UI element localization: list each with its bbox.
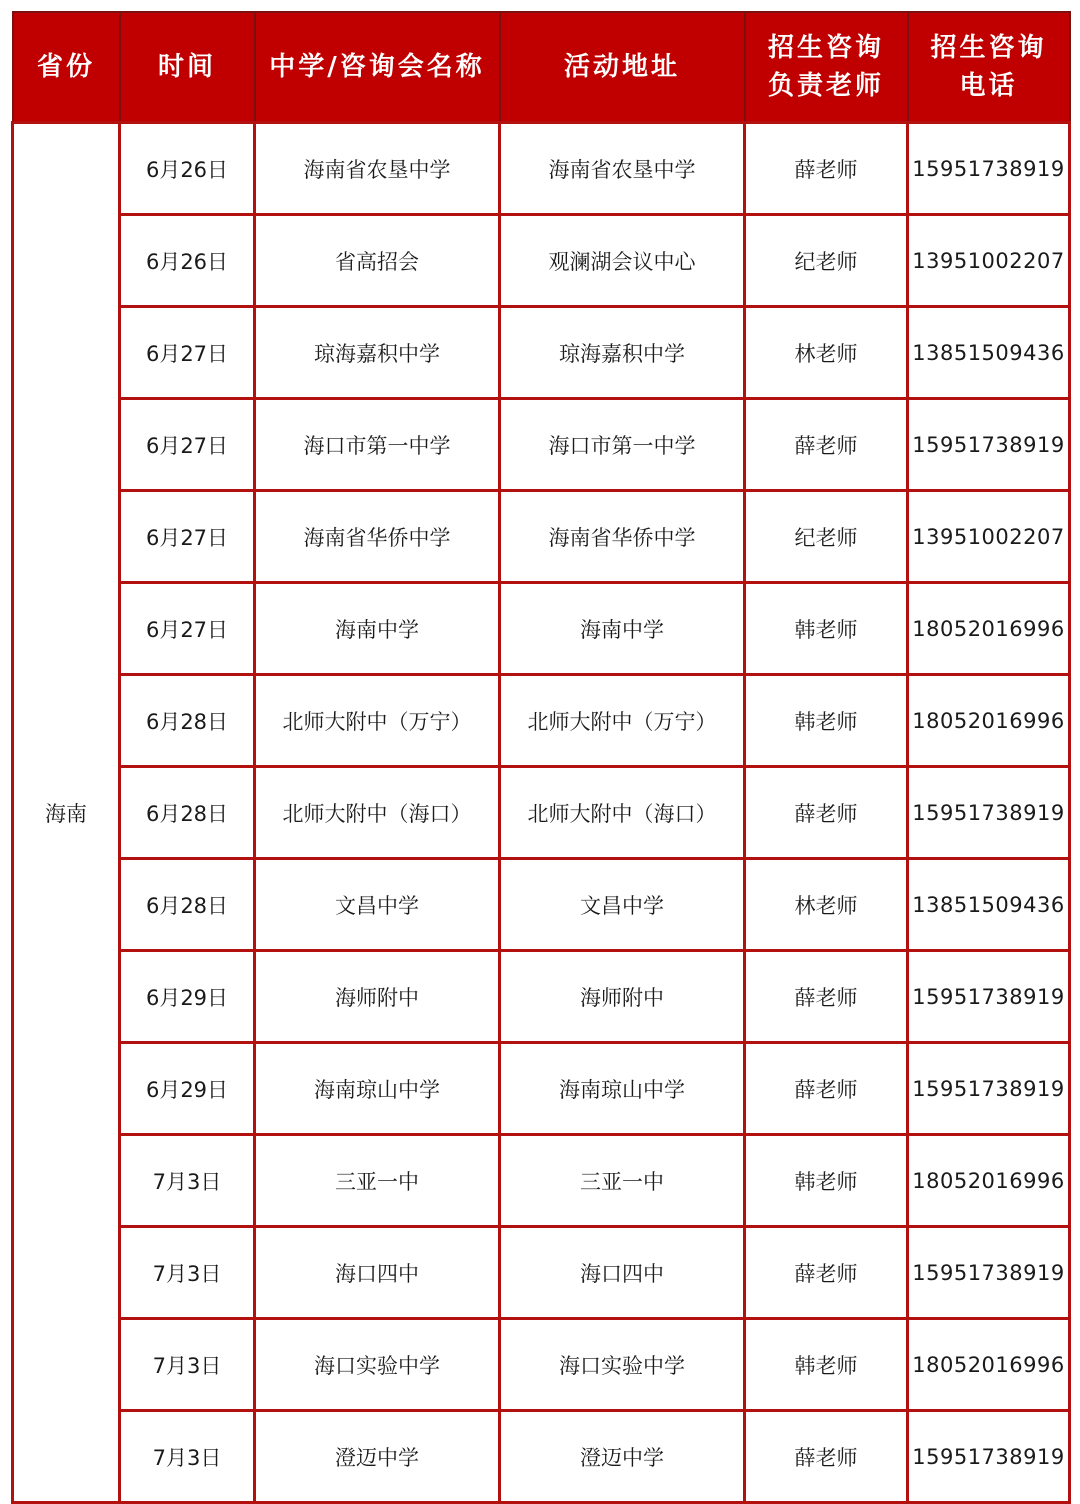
- teacher-cell: 薛老师: [745, 951, 908, 1043]
- time-cell: 6月28日: [120, 675, 255, 767]
- teacher-cell: 韩老师: [745, 1135, 908, 1227]
- teacher-cell: 林老师: [745, 307, 908, 399]
- table-row: [13, 215, 1070, 307]
- time-cell: 7月3日: [120, 1319, 255, 1411]
- phone-cell: 13951002207: [908, 491, 1070, 583]
- address-cell: 北师大附中（万宁）: [500, 675, 745, 767]
- teacher-cell: 薛老师: [745, 1411, 908, 1503]
- time-cell: 6月29日: [120, 1043, 255, 1135]
- time-cell: 7月3日: [120, 1227, 255, 1319]
- table-row: [13, 1319, 1070, 1411]
- school-name-cell: 海南省华侨中学: [255, 491, 500, 583]
- teacher-cell: 薛老师: [745, 399, 908, 491]
- table-row: [13, 1411, 1070, 1503]
- teacher-cell: 纪老师: [745, 491, 908, 583]
- header-province: 省份: [13, 12, 120, 123]
- phone-cell: 15951738919: [908, 951, 1070, 1043]
- teacher-cell: 薛老师: [745, 767, 908, 859]
- address-cell: 澄迈中学: [500, 1411, 745, 1503]
- school-name-cell: 北师大附中（海口）: [255, 767, 500, 859]
- province-cell: 海南: [13, 123, 120, 1503]
- table-row: [13, 307, 1070, 399]
- teacher-cell: 纪老师: [745, 215, 908, 307]
- phone-cell: 13851509436: [908, 307, 1070, 399]
- phone-cell: 18052016996: [908, 1319, 1070, 1411]
- school-name-cell: 澄迈中学: [255, 1411, 500, 1503]
- header-row: [13, 12, 1070, 123]
- header-phone-line1: 招生咨询: [930, 33, 1047, 63]
- phone-cell: 15951738919: [908, 1411, 1070, 1503]
- address-cell: 观澜湖会议中心: [500, 215, 745, 307]
- table-row: [13, 859, 1070, 951]
- school-name-cell: 三亚一中: [255, 1135, 500, 1227]
- address-cell: 三亚一中: [500, 1135, 745, 1227]
- table-row: [13, 767, 1070, 859]
- phone-cell: 18052016996: [908, 1135, 1070, 1227]
- time-cell: 6月29日: [120, 951, 255, 1043]
- enrollment-schedule-table: [11, 11, 1071, 1504]
- school-name-cell: 省高招会: [255, 215, 500, 307]
- school-name-cell: 海南省农垦中学: [255, 123, 500, 215]
- time-cell: 7月3日: [120, 1135, 255, 1227]
- phone-cell: 18052016996: [908, 583, 1070, 675]
- school-name-cell: 海口市第一中学: [255, 399, 500, 491]
- header-teacher-line2: 负责老师: [767, 71, 884, 101]
- school-name-cell: 文昌中学: [255, 859, 500, 951]
- table-row: [13, 951, 1070, 1043]
- phone-cell: 15951738919: [908, 1043, 1070, 1135]
- phone-cell: 15951738919: [908, 767, 1070, 859]
- table-body: [13, 123, 1070, 1503]
- address-cell: 海南省农垦中学: [500, 123, 745, 215]
- table-row: [13, 1227, 1070, 1319]
- school-name-cell: 海口四中: [255, 1227, 500, 1319]
- teacher-cell: 薛老师: [745, 123, 908, 215]
- teacher-cell: 韩老师: [745, 1319, 908, 1411]
- school-name-cell: 海南中学: [255, 583, 500, 675]
- table-row: [13, 1043, 1070, 1135]
- address-cell: 海口市第一中学: [500, 399, 745, 491]
- time-cell: 6月27日: [120, 399, 255, 491]
- address-cell: 文昌中学: [500, 859, 745, 951]
- school-name-cell: 海口实验中学: [255, 1319, 500, 1411]
- table-row: [13, 1135, 1070, 1227]
- time-cell: 7月3日: [120, 1411, 255, 1503]
- time-cell: 6月27日: [120, 491, 255, 583]
- address-cell: 海口四中: [500, 1227, 745, 1319]
- phone-cell: 13851509436: [908, 859, 1070, 951]
- phone-cell: 18052016996: [908, 675, 1070, 767]
- address-cell: 海师附中: [500, 951, 745, 1043]
- teacher-cell: 韩老师: [745, 675, 908, 767]
- address-cell: 海南琼山中学: [500, 1043, 745, 1135]
- phone-cell: 13951002207: [908, 215, 1070, 307]
- header-name: 中学/咨询会名称: [255, 12, 500, 123]
- table-row: [13, 491, 1070, 583]
- table-header: [13, 12, 1070, 123]
- address-cell: 海口实验中学: [500, 1319, 745, 1411]
- table-row: [13, 583, 1070, 675]
- school-name-cell: 海师附中: [255, 951, 500, 1043]
- time-cell: 6月26日: [120, 123, 255, 215]
- phone-cell: 15951738919: [908, 1227, 1070, 1319]
- time-cell: 6月28日: [120, 859, 255, 951]
- header-teacher-line1: 招生咨询: [767, 33, 884, 63]
- time-cell: 6月28日: [120, 767, 255, 859]
- teacher-cell: 韩老师: [745, 583, 908, 675]
- header-teacher: [745, 12, 908, 123]
- header-phone: [908, 12, 1070, 123]
- phone-cell: 15951738919: [908, 399, 1070, 491]
- time-cell: 6月27日: [120, 307, 255, 399]
- header-address: 活动地址: [500, 12, 745, 123]
- address-cell: 海南中学: [500, 583, 745, 675]
- address-cell: 海南省华侨中学: [500, 491, 745, 583]
- time-cell: 6月27日: [120, 583, 255, 675]
- address-cell: 北师大附中（海口）: [500, 767, 745, 859]
- teacher-cell: 林老师: [745, 859, 908, 951]
- table-row: [13, 123, 1070, 215]
- address-cell: 琼海嘉积中学: [500, 307, 745, 399]
- teacher-cell: 薛老师: [745, 1043, 908, 1135]
- phone-cell: 15951738919: [908, 123, 1070, 215]
- teacher-cell: 薛老师: [745, 1227, 908, 1319]
- header-time: 时间: [120, 12, 255, 123]
- table-row: [13, 675, 1070, 767]
- school-name-cell: 海南琼山中学: [255, 1043, 500, 1135]
- time-cell: 6月26日: [120, 215, 255, 307]
- school-name-cell: 琼海嘉积中学: [255, 307, 500, 399]
- header-phone-line2: 电话: [959, 71, 1018, 101]
- table-row: [13, 399, 1070, 491]
- school-name-cell: 北师大附中（万宁）: [255, 675, 500, 767]
